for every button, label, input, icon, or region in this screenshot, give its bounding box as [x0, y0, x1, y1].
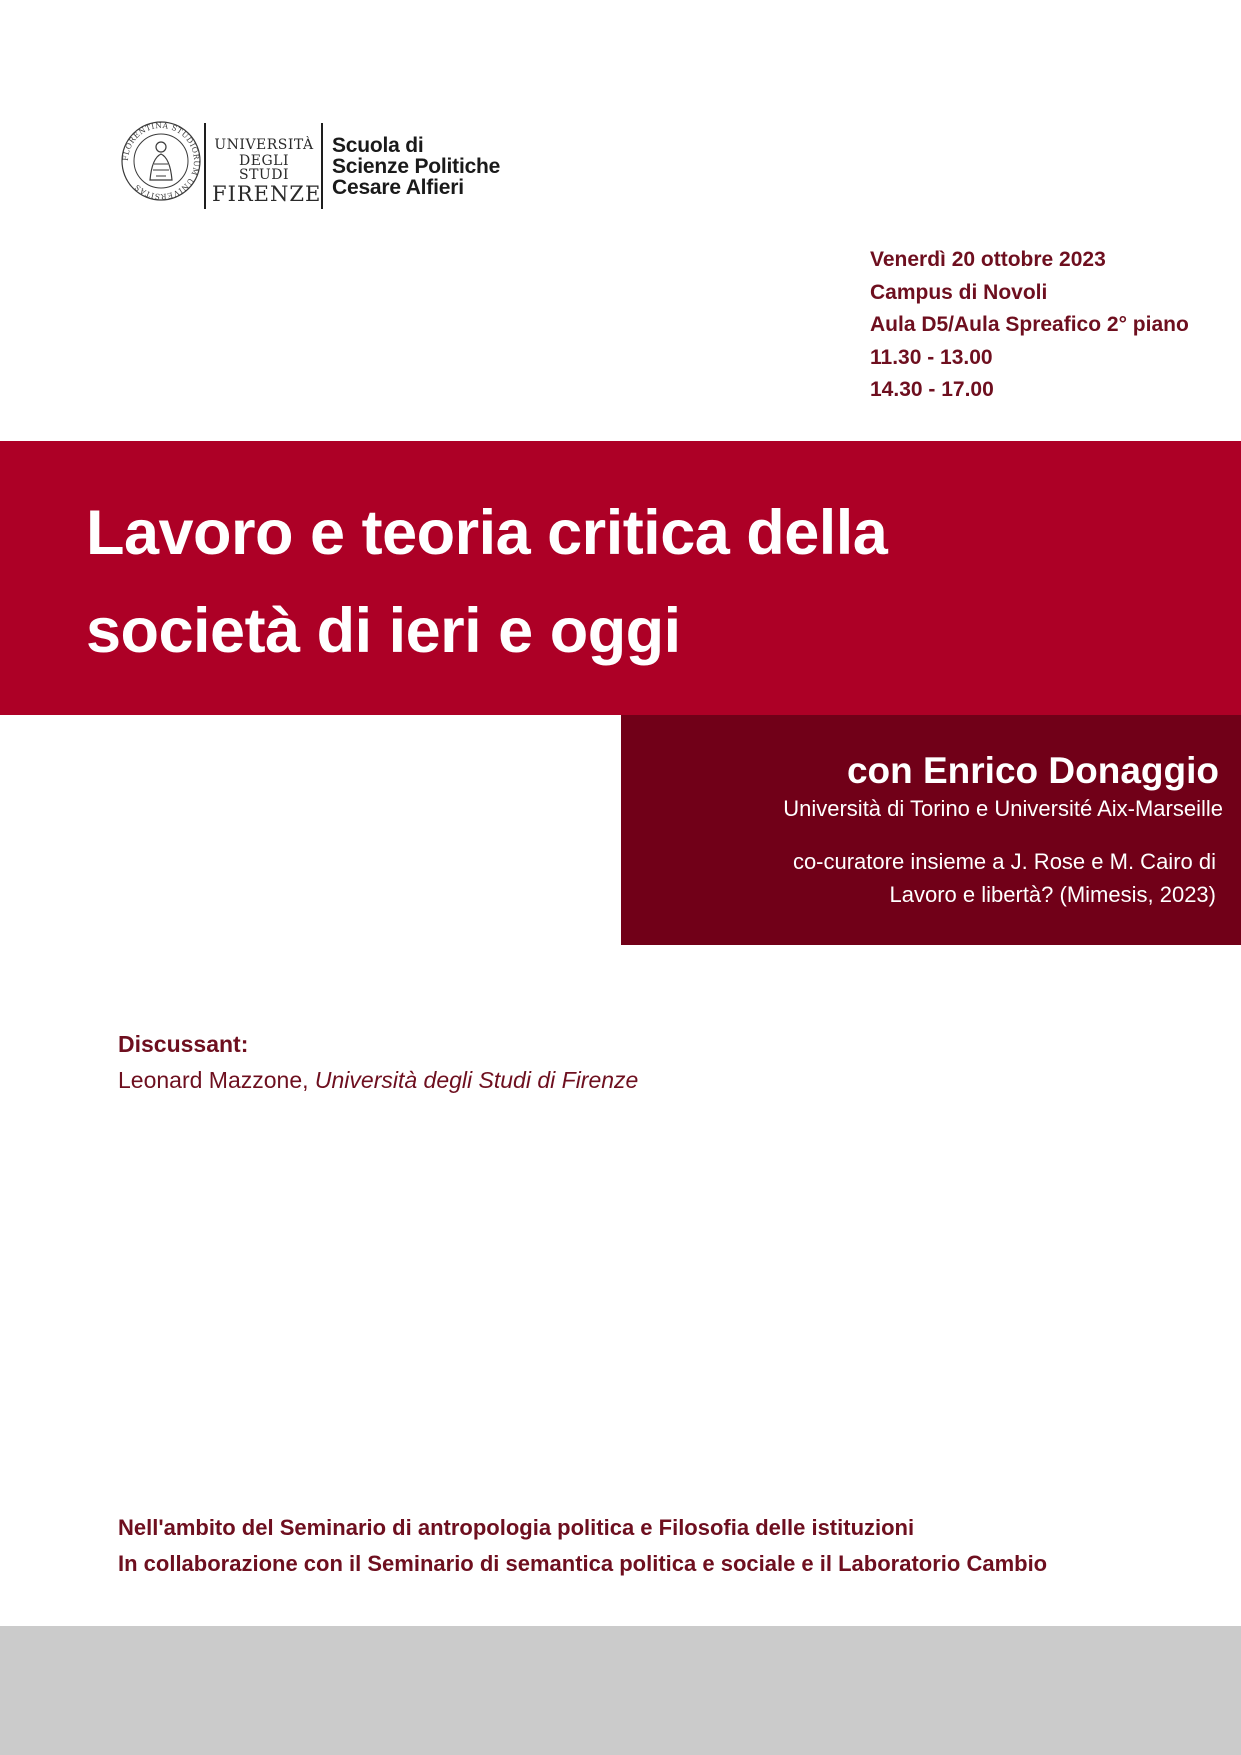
logo-divider — [321, 123, 323, 209]
school-line-1: Scuola di — [332, 134, 424, 157]
discussant-affiliation: Università degli Studi di Firenze — [314, 1067, 639, 1093]
university-seal-logo — [120, 120, 202, 202]
discussant — [118, 1064, 638, 1096]
university-line-3: FIRENZE — [212, 182, 322, 206]
title-line-1: Lavoro e teoria critica della — [86, 498, 888, 568]
speaker-affiliation: Università di Torino e Université Aix-Marseille — [783, 796, 1223, 821]
speaker-role-line-2: Lavoro e libertà? (Mimesis, 2023) — [889, 882, 1216, 907]
page-title — [86, 484, 1086, 680]
speaker-role-line-1: co-curatore insieme a J. Rose e M. Cairo di — [792, 849, 1216, 874]
school-line-2: Scienze Politiche — [332, 155, 501, 178]
footer-line-1: Nell'ambito del Seminario di antropologia politica e Filosofia delle istituzioni — [118, 1515, 915, 1540]
university-line-2: DEGLI STUDI — [239, 153, 289, 183]
event-session-1: 11.30 - 13.00 — [870, 345, 993, 369]
discussant-name: Leonard Mazzone, — [118, 1067, 315, 1093]
event-date: Venerdì 20 ottobre 2023 — [870, 248, 1106, 271]
event-campus: Campus di Novoli — [870, 280, 1048, 304]
school-line-3: Cesare Alfieri — [332, 176, 464, 199]
speaker-role — [793, 845, 1216, 911]
footer-line-2: In collaborazione con il Seminario di semantica politica e sociale e il Laboratorio Cambio — [118, 1551, 1048, 1576]
university-name — [212, 137, 322, 206]
event-room: Aula D5/Aula Spreafico 2° piano — [870, 313, 1189, 336]
logo-divider — [204, 123, 206, 209]
event-details — [870, 244, 1189, 407]
school-name — [332, 135, 500, 198]
footer-notes — [118, 1510, 1047, 1582]
event-session-2: 14.30 - 17.00 — [870, 378, 994, 401]
speaker-name: con Enrico Donaggio — [846, 750, 1219, 791]
title-line-2: società di ieri e oggi — [86, 596, 681, 666]
university-line-1: UNIVERSITÀ — [214, 137, 314, 153]
seal-text: FLORENTINA STUDIORUM UNIVERSITAS — [120, 120, 202, 202]
bottom-band — [0, 1626, 1241, 1755]
discussant-label: Discussant: — [118, 1031, 249, 1057]
svg-text:FLORENTINA STUDIORUM UNIVERSIT — [121, 121, 201, 201]
